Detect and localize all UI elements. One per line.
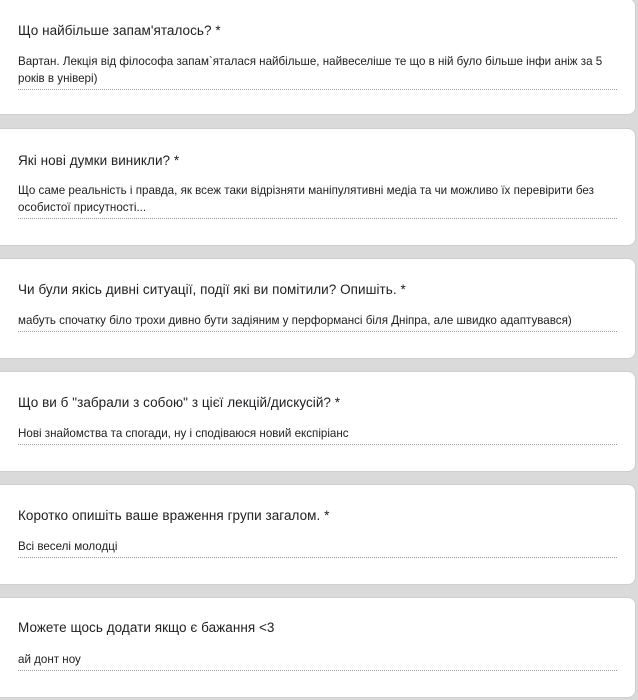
required-mark: * xyxy=(215,23,221,38)
answer-field[interactable]: Вартан. Лекція від філософа запам`яталася найбільше, найвеселіше те що в ній було більше інфи аніж за 5 років в універі) xyxy=(18,53,617,90)
required-mark: * xyxy=(334,395,341,410)
question-text: Можете щось додати якщо є бажання <3 xyxy=(18,620,275,635)
required-mark: * xyxy=(173,153,180,168)
question-title xyxy=(18,153,179,168)
answer-field[interactable]: Що саме реальність і правда, як всеж таки відрізняти маніпулятивні медіа та чи можливо їх перевірити без особистої присутності... xyxy=(18,182,617,219)
question-text: Які нові думки виникли? xyxy=(18,153,171,168)
required-mark: * xyxy=(400,282,406,297)
question-title xyxy=(18,282,406,297)
question-text: Що найбільше запам'яталось? xyxy=(18,23,212,38)
answer-field[interactable]: Всі веселі молодці xyxy=(18,538,617,558)
question-card-2 xyxy=(0,128,636,246)
answer-field[interactable]: мабуть спочатку біло трохи дивно бути задіяним у перформансі біля Дніпра, але швидко адаптувався) xyxy=(18,312,617,332)
question-card-5 xyxy=(0,484,636,585)
question-card-3 xyxy=(0,258,636,359)
question-text: Коротко опишіть ваше враження групи загалом. xyxy=(18,508,321,523)
question-card-6 xyxy=(0,597,636,698)
question-text: Чи були якісь дивні ситуації, події які ви помітили? Опишіть. xyxy=(18,282,397,297)
question-title xyxy=(18,395,340,410)
answer-field[interactable]: Нові знайомства та спогади, ну і сподіваюся новий експіріанс xyxy=(18,425,617,445)
question-title xyxy=(18,620,275,635)
question-text: Що ви б "забрали з собою" з цієї лекцій/дискусій? xyxy=(18,395,331,410)
question-title xyxy=(18,23,221,38)
question-card-1 xyxy=(0,0,636,115)
required-mark: * xyxy=(324,508,330,523)
question-card-4 xyxy=(0,371,636,472)
answer-field[interactable]: ай донт ноу xyxy=(18,651,617,671)
question-title xyxy=(18,508,329,523)
